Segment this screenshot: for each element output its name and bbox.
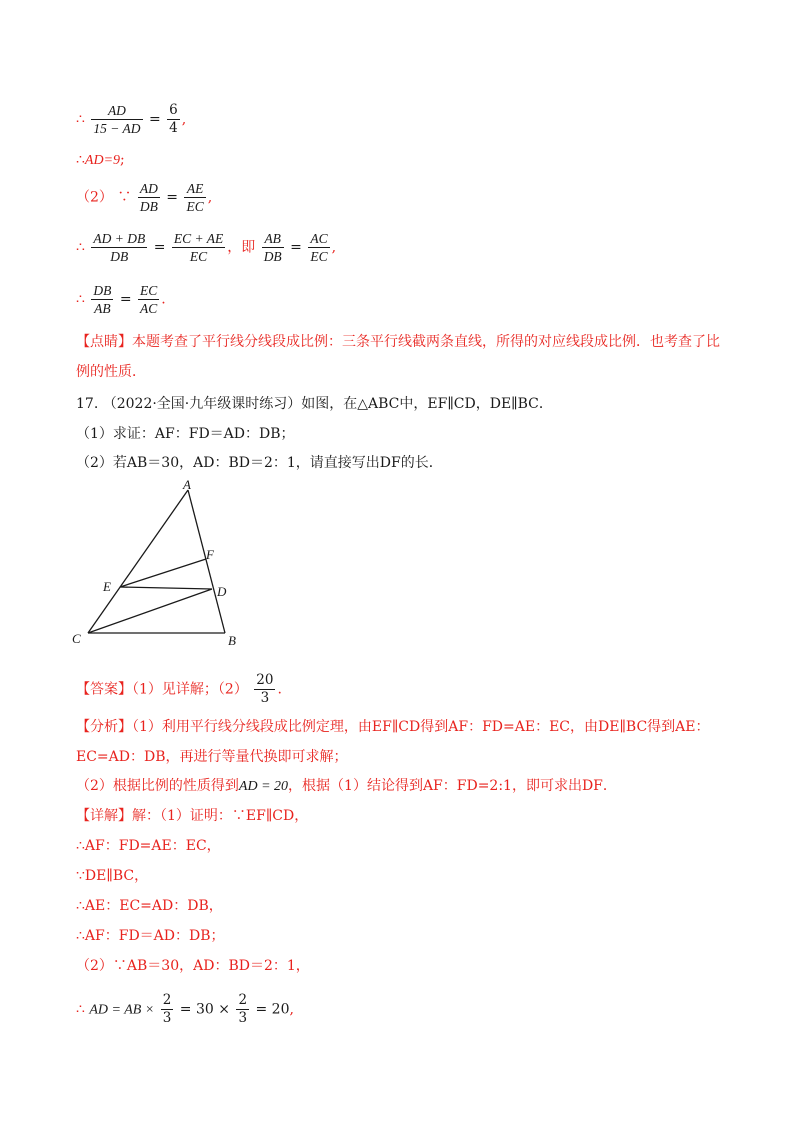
answer-tag: 【答案】 — [76, 681, 132, 698]
detail-intro: 【详解】解：（1）证明：∵EF∥CD， — [76, 808, 309, 824]
detail-step: （2）∵AB＝30，AD：BD＝2：1， — [76, 958, 310, 974]
analysis-line1: 【分析】（1）利用平行线分线段成比例定理，由EF∥CD得到AF：FD=AE：EC，由DE∥BC得到AE： — [76, 719, 710, 735]
problem-stem: 如图，在△ABC中，EF∥CD，DE∥BC． — [301, 396, 553, 412]
detail-step: ∴AF：FD=AE：EC， — [76, 838, 221, 854]
problem-source: （2022·全国·九年级课时练习） — [102, 396, 302, 412]
equation-ad-value: ∴AD=9; — [76, 152, 125, 168]
problem-part2: （2）若AB＝30，AD：BD＝2：1，请直接写出DF的长． — [76, 455, 443, 471]
detail-step: ∴AE：EC=AD：DB， — [76, 898, 223, 914]
label-d: D — [217, 584, 227, 599]
answer-line: 【答案】（1）见详解；（2） $\frac{20}{3}$ . — [76, 672, 282, 706]
fraction: $\frac{EC}{AC}$ — [140, 283, 158, 316]
problem-part1: （1）求证：AF：FD＝AD：DB； — [76, 426, 295, 442]
equation-ad-ratio: ∴ $\frac{AD}{15 - AD}$ = $\frac{6}{4}$ , — [76, 102, 187, 136]
comment-tag: 【点睛】 — [76, 334, 132, 350]
therefore-symbol: ∴ — [76, 111, 85, 128]
label-f: F — [206, 547, 214, 562]
detail-step: ∵DE∥BC， — [76, 868, 149, 884]
equation-part2-given: （2） ∵ $\frac{AD}{DB}$ = $\frac{AE}{EC}$ , — [76, 181, 213, 214]
fraction: $\frac{AD}{15 - AD}$ — [93, 103, 141, 136]
label-c: C — [72, 631, 81, 646]
triangle-figure — [60, 475, 260, 650]
fraction: $\frac{AE}{EC}$ — [186, 181, 204, 214]
problem-header — [76, 394, 553, 414]
analysis-line2: EC=AD：DB，再进行等量代换即可求解； — [76, 749, 348, 765]
fraction: $\frac{20}{3}$ — [256, 672, 274, 706]
detail-tag: 【详解】 — [76, 808, 132, 824]
problem-number: 17. — [76, 396, 99, 412]
label-a: A — [183, 477, 191, 492]
segment-ef — [120, 559, 206, 587]
equation-conclusion: ∴ $\frac{DB}{AB}$ = $\frac{EC}{AC}$ . — [76, 283, 166, 316]
fraction: $\frac{EC + AE}{EC}$ — [173, 231, 224, 264]
comment-paragraph: 【点睛】本题考查了平行线分线段成比例：三条平行线截两条直线，所得的对应线段成比例．也考查了比 — [76, 334, 720, 350]
analysis-line3: （2）根据比例的性质得到AD = 20，根据（1）结论得到AF：FD=2:1，即可求出DF． — [76, 778, 617, 794]
fraction: $\frac{2}{3}$ — [162, 992, 172, 1026]
detail-calculation: ∴ AD = AB × $\frac{2}{3}$ = 30 × $\frac{2}{3}$ = 20, — [76, 992, 294, 1026]
segment-ac — [88, 490, 188, 633]
fraction: $\frac{6}{4}$ — [169, 102, 178, 136]
detail-step: ∴AF：FD＝AD：DB； — [76, 928, 225, 944]
segment-cd — [88, 589, 212, 633]
fraction: $\frac{AC}{EC}$ — [310, 231, 328, 264]
label-b: B — [228, 633, 236, 648]
comment-paragraph-cont: 例的性质． — [76, 364, 146, 380]
label-e: E — [103, 579, 111, 594]
fraction: $\frac{AB}{DB}$ — [263, 231, 282, 264]
fraction: $\frac{DB}{AB}$ — [93, 283, 112, 316]
equation-sum-ratio: ∴ $\frac{AD + DB}{DB}$ = $\frac{EC + AE}{EC}$ ，即 $\frac{AB}{DB}$ = $\frac{AC}{EC}$ , — [76, 231, 337, 264]
fraction: $\frac{2}{3}$ — [238, 992, 248, 1026]
fraction: $\frac{AD + DB}{DB}$ — [93, 231, 146, 264]
analysis-tag: 【分析】 — [76, 719, 132, 735]
fraction: $\frac{AD}{DB}$ — [139, 181, 158, 214]
segment-ed — [120, 587, 212, 589]
